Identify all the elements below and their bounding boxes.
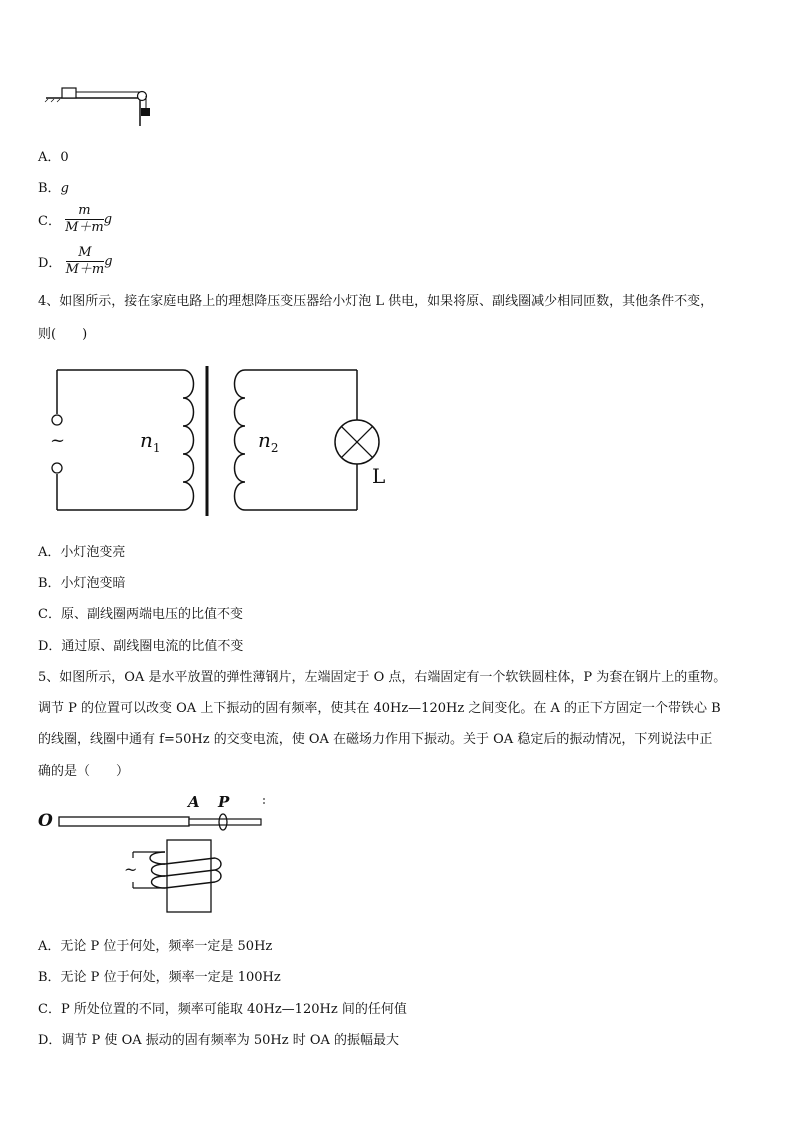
q3-option-b: B．g bbox=[38, 181, 69, 196]
q5-stem-line2: 调节 P 的位置可以改变 OA 上下振动的固有频率，使其在 40Hz—120Hz 之间变化。在 A 的正下方固定一个带铁心 B bbox=[38, 701, 721, 716]
q5-label-o: O bbox=[38, 811, 53, 831]
q5-label-p: P bbox=[218, 793, 230, 811]
q4-n1-label: $n_1$ bbox=[140, 428, 161, 455]
q5-option-a: A．无论 P 位于何处，频率一定是 50Hz bbox=[38, 939, 273, 954]
q5-label-a: A bbox=[188, 793, 200, 811]
q4-transformer-figure bbox=[45, 362, 395, 522]
q5-option-c: C．P 所处位置的不同，频率可能取 40Hz—120Hz 间的任何值 bbox=[38, 1002, 407, 1017]
q5-steel-strip-figure bbox=[55, 790, 275, 920]
q5-stem-line3: 的线圈，线圈中通有 f=50Hz 的交变电流，使 OA 在磁场力作用下振动。关于 OA 稳定后的振动情况，下列说法中正 bbox=[38, 732, 713, 747]
q3-option-d-fraction: $\frac{M}{M+m}$ bbox=[65, 245, 105, 277]
q3-pulley-figure bbox=[40, 82, 160, 127]
q4-option-c: C．原、副线圈两端电压的比值不变 bbox=[38, 607, 243, 622]
lamp-icon bbox=[335, 420, 379, 464]
q4-ac-tilde: ~ bbox=[50, 430, 66, 451]
q5-stem-line4: 确的是（ ） bbox=[38, 764, 130, 779]
q4-option-a: A．小灯泡变亮 bbox=[38, 545, 126, 560]
q3-option-d: D． $\frac{M}{M+m}$ g bbox=[38, 245, 113, 277]
q4-n2-label: $n_2$ bbox=[258, 428, 279, 455]
q5-option-d: D．调节 P 使 OA 振动的固有频率为 50Hz 时 OA 的振幅最大 bbox=[38, 1033, 400, 1048]
q5-stem-line1: 5、如图所示，OA 是水平放置的弹性薄钢片，左端固定于 O 点，右端固定有一个软铁圆柱体，P 为套在钢片上的重物。 bbox=[38, 670, 727, 685]
q4-stem-line2: 则( ) bbox=[38, 327, 88, 342]
q3-option-c: C． $\frac{m}{M+m}$ g bbox=[38, 203, 113, 235]
q3-option-c-fraction: $\frac{m}{M+m}$ bbox=[65, 203, 104, 235]
q4-option-d: D．通过原、副线圈电流的比值不变 bbox=[38, 639, 244, 654]
q5-ac-tilde: ~ bbox=[124, 860, 138, 879]
q3-option-a: A．0 bbox=[38, 150, 69, 165]
q5-option-b: B．无论 P 位于何处，频率一定是 100Hz bbox=[38, 970, 281, 985]
q4-option-b: B．小灯泡变暗 bbox=[38, 576, 126, 591]
q4-lamp-label: L bbox=[372, 464, 386, 488]
q4-stem-line1: 4、如图所示，接在家庭电路上的理想降压变压器给小灯泡 L 供电，如果将原、副线圈减少相同匝数，其他条件不变， bbox=[38, 294, 714, 309]
